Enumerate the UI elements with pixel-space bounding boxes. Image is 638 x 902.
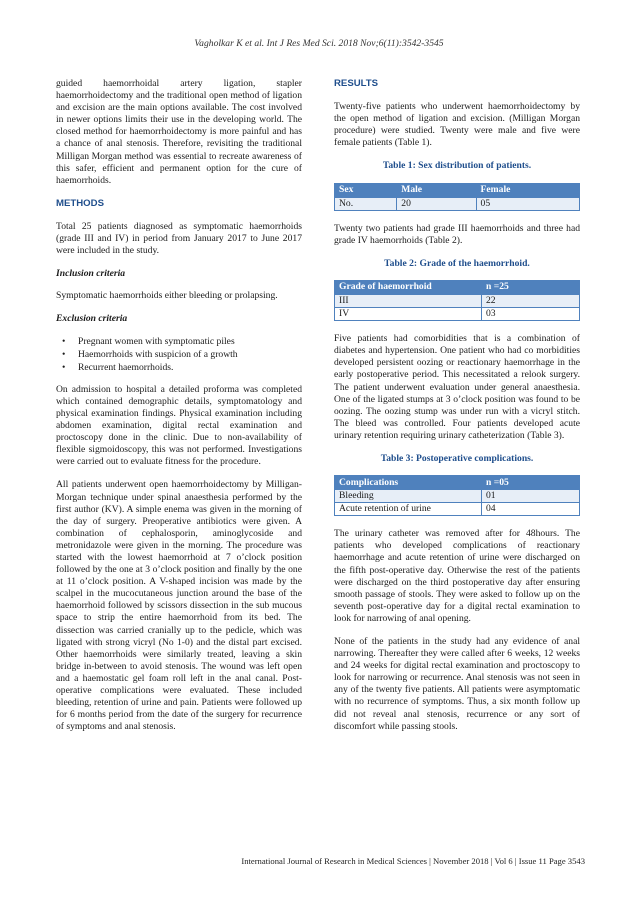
results-paragraph-3: Five patients had comorbidities that is a combination of diabetes and hypertension. One patient who had co morbidities developed persistent oozing or reactionary haemorrhage in the early postoperative period. This necessitated a relook surgery. The patient underwent evaluation under general anaesthesia. One of the ligated stumps at 3 o’clock position was found to be oozing. The oozing stump was under run with a vicryl stitch. The bleed was controlled. Four patients developed acute urinary retention requiring urinary catheterization (Table 3). [334, 333, 580, 441]
right-column [334, 78, 580, 744]
table-header-cell: Female [476, 183, 579, 197]
table-cell: 04 [482, 503, 580, 516]
page-footer: International Journal of Research in Medical Sciences | November 2018 | Vol 6 | Issue 11 Page 3543 [241, 856, 585, 866]
table-header-cell: Grade of haemorrhoid [335, 280, 482, 294]
table-header-cell: Sex [335, 183, 397, 197]
table2-caption: Table 2: Grade of the haemorrhoid. [384, 257, 530, 269]
table-row [335, 308, 580, 321]
inclusion-heading: Inclusion criteria [56, 268, 126, 280]
results-heading: RESULTS [334, 78, 379, 89]
table-complications [334, 475, 580, 516]
results-paragraph-4: The urinary catheter was removed after for 48hours. The patients who developed complications of reactionary haemorrhage and acute retention of urine were discharged on the fifth post-operative day. Otherwise the rest of the patients were discharged on the third postoperative day after ensuring smooth passage of stools. They were asked to follow up on the seventh post-operative day for a digital rectal examination to look for narrowing of anal opening. [334, 528, 580, 624]
left-column [56, 78, 302, 744]
methods-paragraph: Total 25 patients diagnosed as symptomatic haemorrhoids (grade III and IV) in period from January 2017 to June 2017 were included in the study. [56, 220, 302, 257]
list-item: • Pregnant women with symptomatic piles [78, 336, 302, 348]
table-grade [334, 280, 580, 321]
list-item: • Haemorrhoids with suspicion of a growth [78, 349, 302, 361]
procedure-paragraph: All patients underwent open haemorrhoidectomy by Milligan-Morgan technique under spinal anaesthesia performed by the first author (KV). A simple enema was given in the morning of the day of surgery. Preoperative antibiotics were given. A combination of cephalosporin, aminoglycoside and metronidazole were given in the morning. The procedure was started with the lowest haemorrhoid at 7 o’clock position followed by the one at 3 o’clock position and finally by the one at 11 o’clock position. A V-shaped incision was made by the scalpel in the mucocutaneous junction around the base of the haemorrhoid followed by scissors dissection in the sub mucous space to strip the entire haemorrhoid from its bed. The dissection was carried cranially up to the pedicle, which was ligated with strong vicryl (No 1-0) and the distal part excised. Other haemorrhoids were similarly treated, leaving a skin bridge in-between to avoid stenosis. The wound was left open and a haemostatic gel foam roll left in the anal canal. Post-operative complications were evaluated. These included bleeding, retention of urine and pain. Patients were followed up for 6 months period from the date of the surgery for recurrence of symptoms and anal stenosis. [56, 479, 302, 733]
table-row [335, 197, 580, 210]
table-cell: III [335, 294, 482, 307]
table-cell: 22 [482, 294, 580, 307]
results-paragraph-5: None of the patients in the study had any evidence of anal narrowing. Thereafter they were called after 6 weeks, 12 weeks and 24 weeks for digital rectal examination and proctoscopy to look for narrowing or recurrence. Anal stenosis was not seen in any of the twenty five patients. All patients were asymptomatic with no recurrence of symptoms. Thus, a six month follow up did not reveal anal stenosis, recurrence or any sort of discomfort while passing stools. [334, 636, 580, 732]
table-cell: Acute retention of urine [335, 503, 482, 516]
table-header-cell: n =05 [482, 476, 580, 490]
table-cell: 20 [397, 197, 476, 210]
methods-heading: METHODS [56, 197, 104, 209]
table1-caption: Table 1: Sex distribution of patients. [382, 160, 532, 172]
table-header-cell: Complications [335, 476, 482, 490]
table-row [335, 294, 580, 307]
table-cell: 05 [476, 197, 579, 210]
intro-paragraph: guided haemorrhoidal artery ligation, stapler haemorrhoidectomy and the traditional open method of ligation and excision are the main options available. The cost involved in newer options limits their use in the developing world. The closed method for haemorrhoidectomy is more painful and has a chance of anal stenosis. Therefore, revisiting the traditional Milligan Morgan method was essential to recreate awareness of this safer, efficient and permanent option for the cure of haemorrhoids. [56, 78, 302, 186]
results-paragraph-2: Twenty two patients had grade III haemorrhoids and three had grade IV haemorrhoids (Table 2). [334, 222, 580, 246]
running-header: Vagholkar K et al. Int J Res Med Sci. 2018 Nov;6(11):3542-3545 [194, 38, 444, 49]
table-row [335, 503, 580, 516]
results-paragraph-1: Twenty-five patients who underwent haemorrhoidectomy by the open method of ligation and excision. (Milligan Morgan procedure) were studied. Twenty were male and five were female patients (Table 1). [334, 101, 580, 149]
table-cell: IV [335, 308, 482, 321]
exclusion-list [56, 336, 302, 374]
inclusion-paragraph: Symptomatic haemorrhoids either bleeding or prolapsing. [56, 290, 278, 302]
table-sex-distribution [334, 183, 580, 211]
table-header-cell: Male [397, 183, 476, 197]
table3-caption: Table 3: Postoperative complications. [380, 452, 534, 464]
table-cell: Bleeding [335, 490, 482, 503]
table-cell: No. [335, 197, 397, 210]
table-header-cell: n =25 [482, 280, 580, 294]
table-cell: 01 [482, 490, 580, 503]
table-row [335, 490, 580, 503]
table-cell: 03 [482, 308, 580, 321]
exclusion-heading: Exclusion criteria [56, 313, 128, 325]
admission-paragraph: On admission to hospital a detailed proforma was completed which contained demographic details, symptomatology and physical examination findings. Physical examination including abdomen examination, digital rectal examination and proctoscopy done in the clinic. Due to non-availability of flexible sigmoidoscopy, this was not performed. Investigations were carried out to evaluate fitness for the procedure. [56, 383, 302, 468]
list-item: • Recurrent haemorrhoids. [78, 362, 302, 374]
